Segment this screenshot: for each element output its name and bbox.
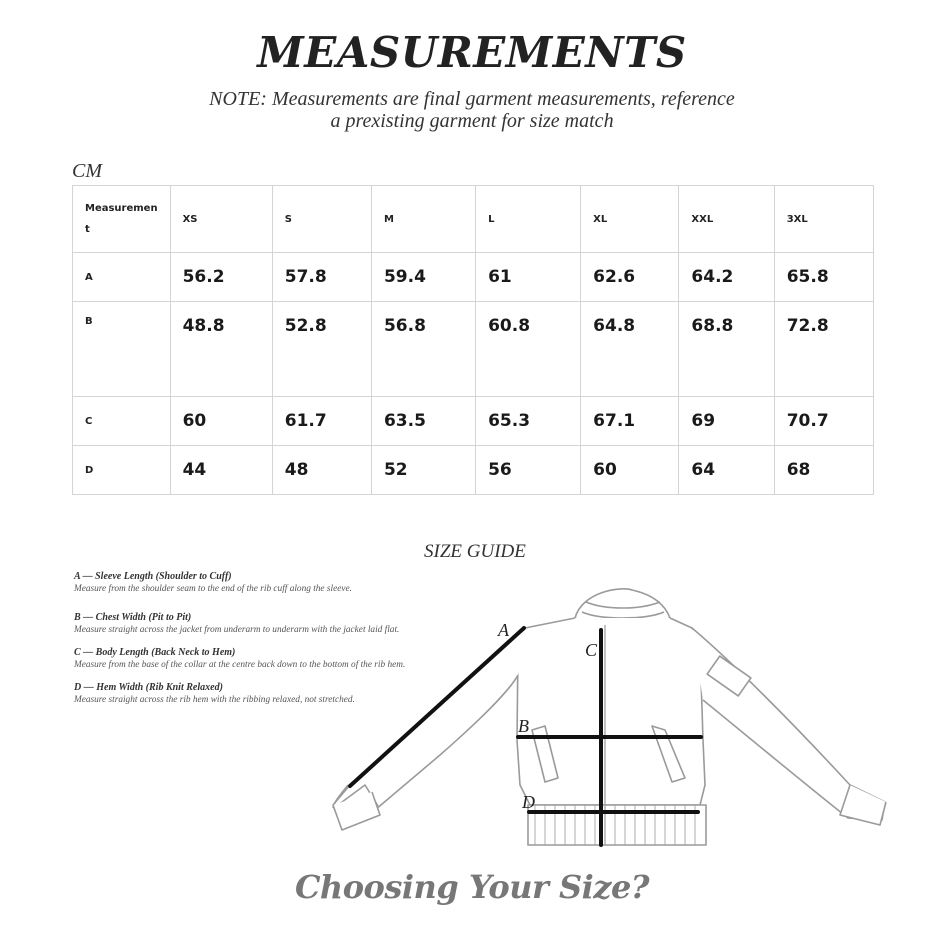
legend-description: Measure from the base of the collar at the centre back down to the bottom of the rib hem. [74,660,406,670]
measurement-table [72,185,874,495]
column-header-l: L [476,186,581,253]
table-cell: 61 [476,253,581,302]
table-cell: 44 [170,446,272,495]
table-cell: 64 [679,446,774,495]
legend-title: B — Chest Width (Pit to Pit) [74,612,192,623]
legend-description: Measure straight across the jacket from underarm to underarm with the jacket laid flat. [74,625,400,635]
table-header-row [73,186,874,253]
jacket-left-sleeve [333,628,525,823]
legend-title: C — Body Length (Back Neck to Hem) [74,647,236,658]
table-row [73,253,874,302]
legend-title: D — Hem Width (Rib Knit Relaxed) [74,682,223,693]
row-label: D [73,446,171,495]
jacket-diagram [320,580,900,850]
table-cell: 60 [170,397,272,446]
table-cell: 52 [371,446,475,495]
table-cell: 68 [774,446,873,495]
column-header-xs: XS [170,186,272,253]
table-cell: 60.8 [476,302,581,397]
table-cell: 69 [679,397,774,446]
column-header-s: S [272,186,371,253]
column-header-3xl: 3XL [774,186,873,253]
table-row [73,302,874,397]
table-cell: 63.5 [371,397,475,446]
table-cell: 65.8 [774,253,873,302]
measurement-note [0,88,944,132]
jacket-body [517,618,705,805]
column-header-measurement: Measuremen t [73,186,171,253]
legend-title: A — Sleeve Length (Shoulder to Cuff) [74,571,232,582]
legend-description: Measure straight across the rib hem with the ribbing relaxed, not stretched. [74,695,355,705]
note-line-2: a prexisting garment for size match [330,110,614,132]
column-header-xxl: XXL [679,186,774,253]
column-header-xl: XL [581,186,679,253]
legend-description: Measure from the shoulder seam to the end of the rib cuff along the sleeve. [74,584,352,594]
diagram-label-b: B [518,716,529,736]
table-cell: 68.8 [679,302,774,397]
table-cell: 56.8 [371,302,475,397]
table-cell: 62.6 [581,253,679,302]
table-cell: 48.8 [170,302,272,397]
table-cell: 64.8 [581,302,679,397]
measure-line-a [350,628,524,786]
table-cell: 59.4 [371,253,475,302]
row-label: B [73,302,171,397]
size-guide-title: SIZE GUIDE [424,541,526,562]
diagram-label-a: A [498,620,509,640]
table-cell: 48 [272,446,371,495]
table-cell: 72.8 [774,302,873,397]
table-cell: 52.8 [272,302,371,397]
table-cell: 60 [581,446,679,495]
diagram-label-d: D [522,792,535,812]
column-header-m: M [371,186,475,253]
table-cell: 57.8 [272,253,371,302]
page-title: MEASUREMENTS [257,28,687,77]
table-cell: 70.7 [774,397,873,446]
row-label: C [73,397,171,446]
diagram-label-c: C [585,640,598,660]
choosing-size-heading: Choosing Your Size? [294,868,650,906]
table-cell: 67.1 [581,397,679,446]
table-row [73,446,874,495]
table-cell: 65.3 [476,397,581,446]
row-label: A [73,253,171,302]
table-cell: 64.2 [679,253,774,302]
note-line-1: NOTE: Measurements are final garment measurements, reference [209,88,735,110]
table-cell: 61.7 [272,397,371,446]
table-cell: 56.2 [170,253,272,302]
unit-label: CM [72,160,102,182]
table-cell: 56 [476,446,581,495]
table-row [73,397,874,446]
